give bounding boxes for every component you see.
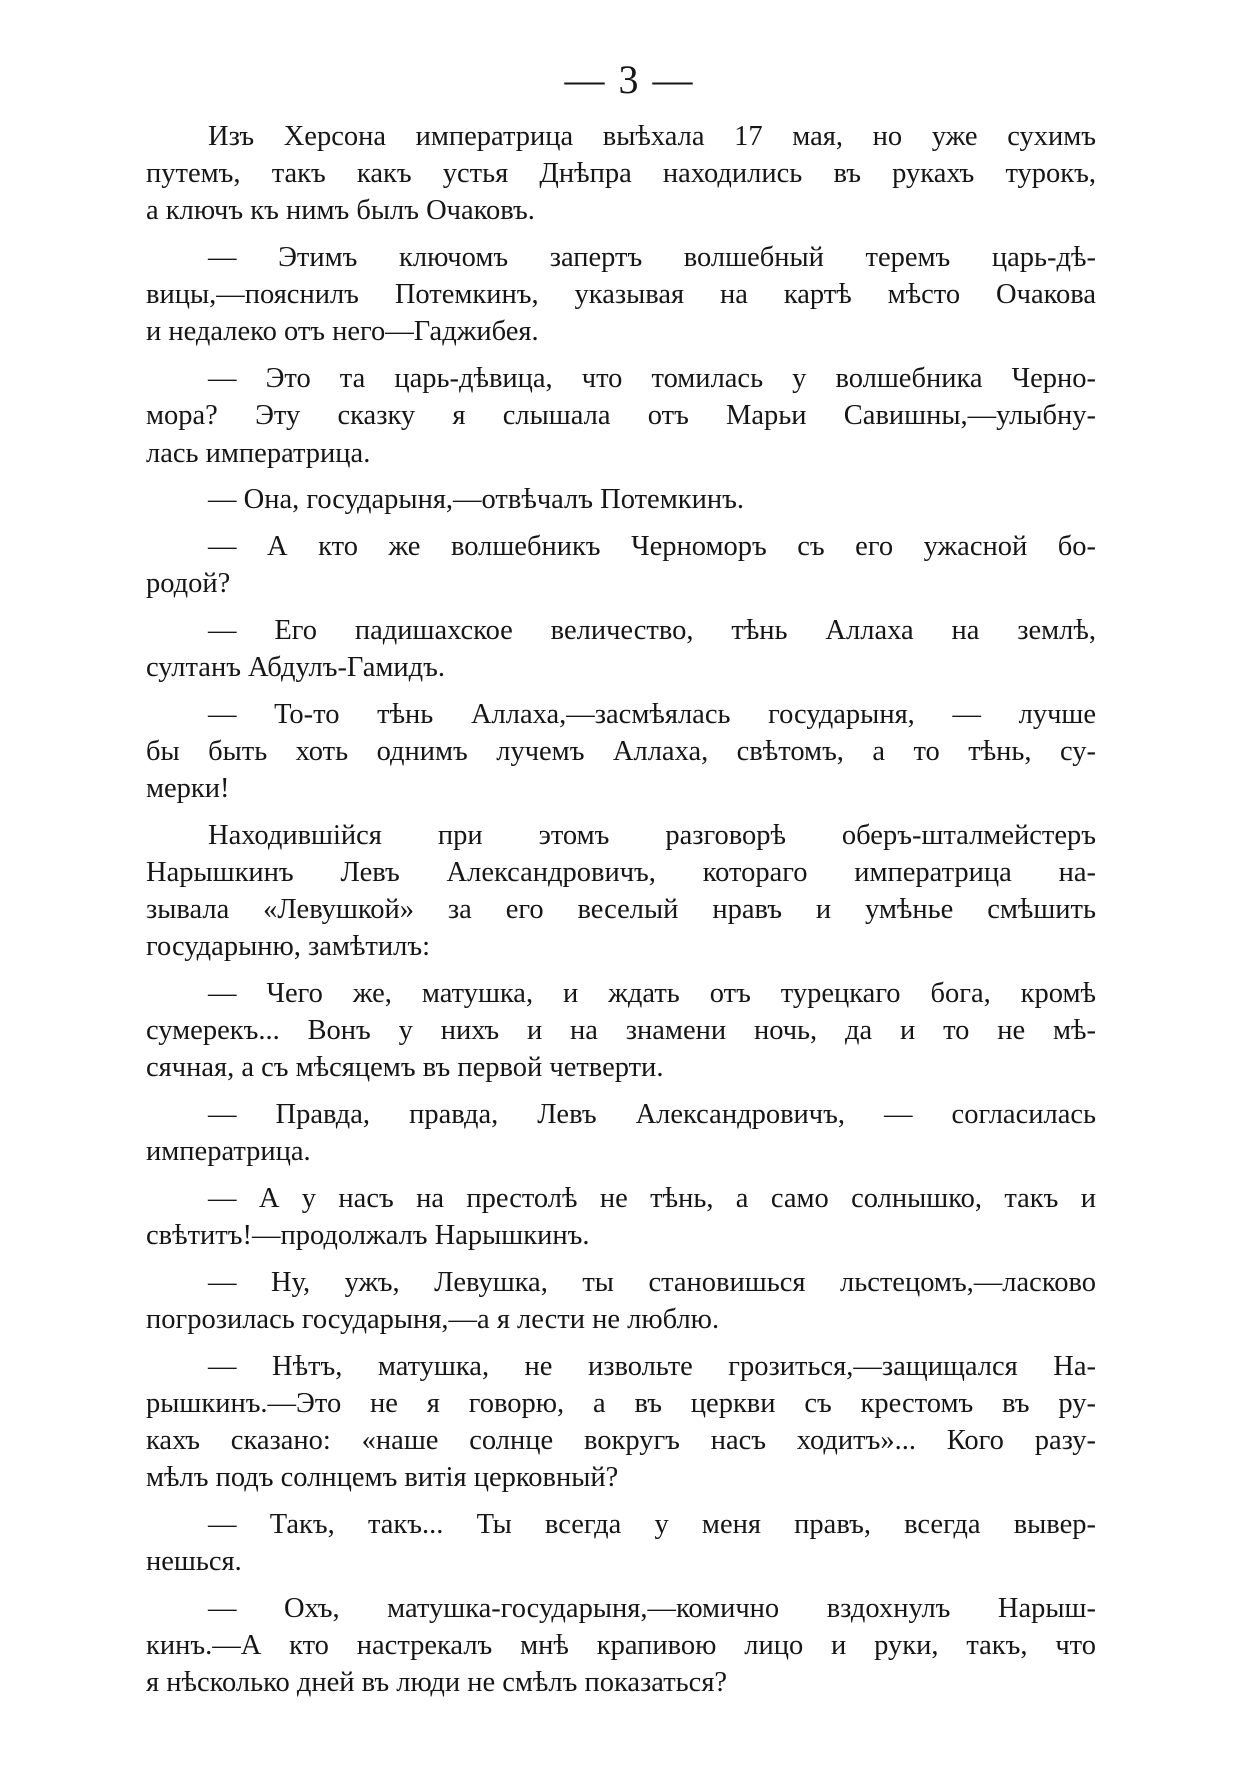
text-line: путемъ, такъ какъ устья Днѣпра находились въ рукахъ турокъ, <box>146 158 1096 190</box>
text-line: — То-то тѣнь Аллаха,—засмѣялась государыня, — лучше <box>208 698 1096 730</box>
paragraph <box>146 1348 1096 1497</box>
paragraph <box>146 528 1096 602</box>
page-number: — 3 — <box>564 57 695 102</box>
text-line: я нѣсколько дней въ люди не смѣлъ показаться? <box>146 1667 728 1699</box>
text-line: нешься. <box>146 1546 242 1578</box>
text-line: лась императрица. <box>146 437 371 469</box>
paragraph <box>146 1506 1096 1580</box>
text-line: родой? <box>146 568 231 600</box>
text-line: — А у насъ на престолѣ не тѣнь, а само солнышко, такъ и <box>208 1182 1096 1214</box>
text-line: сумерекъ... Вонъ у нихъ и на знамени ночь, да и то не мѣ- <box>146 1015 1096 1047</box>
text-line: государыню, замѣтилъ: <box>146 931 431 963</box>
text-line: кинъ.—А кто настрекалъ мнѣ крапивою лицо и руки, такъ, что <box>146 1629 1096 1661</box>
text-line: — Нѣтъ, матушка, не извольте грозиться,—защищался На- <box>208 1350 1096 1382</box>
paragraph <box>146 481 1096 518</box>
paragraph <box>146 1180 1096 1254</box>
text-line: кахъ сказано: «наше солнце вокругъ насъ ходитъ»... Кого разу- <box>146 1425 1096 1456</box>
paragraph <box>146 696 1096 808</box>
paragraph <box>146 1264 1096 1338</box>
text-line: императрица. <box>146 1136 311 1168</box>
text-line: — Этимъ ключомъ запертъ волшебный теремъ царь-дѣ- <box>208 242 1096 274</box>
text-line: — Такъ, такъ... Ты всегда у меня правъ, всегда вывер- <box>208 1508 1096 1540</box>
text-line: — Она, государыня,—отвѣчалъ Потемкинъ. <box>208 484 744 516</box>
text-line: — А кто же волшебникъ Черноморъ съ его ужасной бо- <box>208 530 1096 562</box>
paragraph <box>146 360 1096 472</box>
text-line: Находившійся при этомъ разговорѣ оберъ-шталмейстеръ <box>208 819 1096 851</box>
paragraph <box>146 118 1096 230</box>
text-line: — Чего же, матушка, и ждать отъ турецкаго бога, кромѣ <box>208 977 1096 1009</box>
text-line: свѣтитъ!—продолжалъ Нарышкинъ. <box>146 1220 590 1252</box>
text-line: бы быть хоть однимъ лучемъ Аллаха, свѣтомъ, а то тѣнь, су- <box>146 735 1096 767</box>
text-line: рышкинъ.—Это не я говорю, а въ церкви съ крестомъ въ ру- <box>146 1387 1096 1419</box>
paragraph <box>146 817 1096 966</box>
paragraph <box>146 975 1096 1087</box>
text-line: — Ну, ужъ, Левушка, ты становишься льстецомъ,—ласково <box>208 1266 1096 1298</box>
text-line: сячная, а съ мѣсяцемъ въ первой четверти. <box>146 1052 664 1084</box>
text-line: а ключъ къ нимъ былъ Очаковъ. <box>146 195 535 227</box>
text-line: султанъ Абдулъ-Гамидъ. <box>146 651 445 683</box>
body-text <box>146 118 1096 1711</box>
text-line: Изъ Херсона императрица выѣхала 17 мая, но уже сухимъ <box>208 121 1096 152</box>
text-line: и недалеко отъ него—Гаджибея. <box>146 316 539 348</box>
text-line: — Его падишахское величество, тѣнь Аллаха на землѣ, <box>208 614 1096 646</box>
text-line: зывала «Левушкой» за его веселый нравъ и умѣнье смѣшить <box>146 894 1096 926</box>
text-line: мора? Эту сказку я слышала отъ Марьи Савишны,—улыбну- <box>146 400 1096 432</box>
text-line: мерки! <box>146 773 230 804</box>
text-line: вицы,—пояснилъ Потемкинъ, указывая на картѣ мѣсто Очакова <box>146 279 1096 311</box>
text-line: Нарышкинъ Левъ Александровичъ, котораго императрица на- <box>146 856 1096 888</box>
text-line: — Охъ, матушка-государыня,—комично вздохнулъ Нарыш- <box>208 1592 1096 1624</box>
text-line: — Правда, правда, Левъ Александровичъ, — согласилась <box>208 1099 1096 1130</box>
text-line: мѣлъ подъ солнцемъ витія церковный? <box>146 1462 619 1494</box>
paragraph <box>146 612 1096 686</box>
text-line: — Это та царь-дѣвица, что томилась у волшебника Черно- <box>208 363 1096 395</box>
paragraph <box>146 239 1096 351</box>
paragraph <box>146 1096 1096 1170</box>
paragraph <box>146 1590 1096 1702</box>
text-line: погрозилась государыня,—а я лести не люблю. <box>146 1303 720 1335</box>
